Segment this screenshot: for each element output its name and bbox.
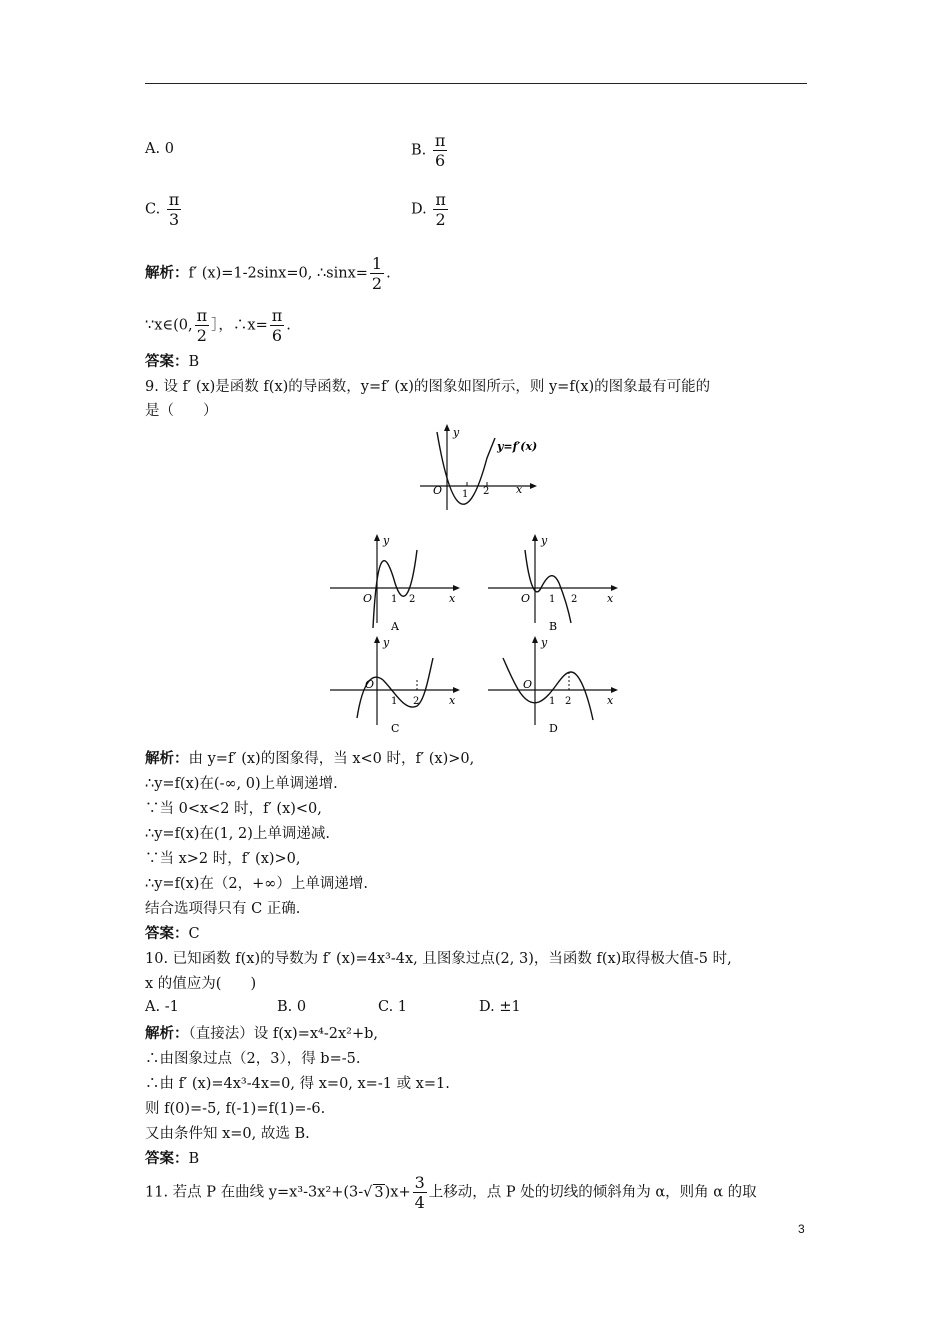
option-graph-d-label: D [549, 722, 558, 735]
header-rule [145, 83, 807, 84]
main-origin: O [433, 484, 443, 497]
q10-solution-3: ∴由 f′ (x)=4x³-4x=0, 得 x=0, x=-1 或 x=1. [145, 1076, 450, 1092]
main-curve-label: y=f′(x) [497, 440, 538, 453]
q9-solution-4: ∴y=f(x)在(1, 2)上单调递减. [145, 826, 331, 842]
main-axis-y: y [453, 426, 460, 439]
q11-stem: 11. 若点 P 在曲线 y=x³-3x²+(3-√ 3)x+ $\frac{3}{4}$ 上移动，点 P 处的切线的倾斜角为 α，则角 α 的取 [145, 1173, 757, 1212]
svg-text:x: x [449, 592, 456, 605]
main-tick-1: 1 [462, 489, 469, 500]
svg-text:2: 2 [571, 594, 578, 605]
page-number: 3 [798, 1222, 805, 1236]
svg-text:1: 1 [549, 594, 556, 605]
derivative-graph [415, 422, 550, 512]
svg-text:1: 1 [391, 696, 398, 707]
option-graph-b [483, 528, 623, 638]
option-graph-d [483, 630, 623, 740]
svg-text:y: y [541, 636, 548, 649]
q9-stem-line2: 是（ ） [145, 403, 218, 419]
svg-text:2: 2 [565, 696, 572, 707]
svg-text:O: O [365, 678, 375, 691]
svg-text:O: O [363, 592, 373, 605]
q9-solution-7: 结合选项得只有 C 正确. [145, 901, 301, 917]
q10-option-d: D. ±1 [479, 999, 521, 1015]
q10-option-b: B. 0 [277, 999, 307, 1015]
option-b: B. $\frac{\pi}{6}$ [411, 131, 446, 170]
option-a: A. 0 [145, 141, 174, 157]
main-tick-2: 2 [483, 486, 490, 497]
svg-text:2: 2 [409, 594, 416, 605]
q10-option-c: C. 1 [378, 999, 408, 1015]
q10-solution-4: 则 f(0)=-5, f(-1)=f(1)=-6. [145, 1101, 326, 1117]
q9-solution-3: ∵当 0<x<2 时，f′ (x)<0, [145, 801, 322, 817]
q10-stem-line2: x 的值应为( ) [145, 976, 257, 992]
svg-text:2: 2 [413, 696, 420, 707]
option-c: C. $\frac{\pi}{3}$ [145, 190, 180, 229]
svg-text:O: O [521, 592, 531, 605]
q10-solution-5: 又由条件知 x=0, 故选 B. [145, 1126, 310, 1142]
q10-option-a: A. -1 [145, 999, 179, 1015]
q9-solution-2: ∴y=f(x)在(-∞, 0)上单调递增. [145, 776, 338, 792]
q9-stem-line1: 9. 设 f′ (x)是函数 f(x)的导函数，y=f′ (x)的图象如图所示，则 y=f(x)的图象最有可能的 [145, 379, 711, 395]
option-graph-a [325, 528, 465, 638]
q9-solution-1: 解析：由 y=f′ (x)的图象得，当 x<0 时，f′ (x)>0, [145, 750, 475, 767]
q8-solution-line1: 解析：f′ (x)=1-2sinx=0, ∴sinx= $\frac{1}{2}$ . [145, 254, 391, 293]
svg-text:1: 1 [549, 696, 556, 707]
q8-answer: 答案：B [145, 353, 200, 370]
svg-text:O: O [523, 678, 533, 691]
svg-text:x: x [607, 592, 614, 605]
q9-solution-5: ∵当 x>2 时，f′ (x)>0, [145, 851, 301, 867]
q8-solution-line2: ∵x∈(0, $\frac{\pi}{2}$ ］，∴x= $\frac{\pi}{6}$ . [145, 306, 291, 345]
q10-answer: 答案：B [145, 1150, 200, 1167]
option-d: D. $\frac{\pi}{2}$ [411, 190, 446, 229]
q10-stem-line1: 10. 已知函数 f(x)的导数为 f′ (x)=4x³-4x, 且图象过点(2, 3)，当函数 f(x)取得极大值-5 时, [145, 951, 732, 967]
q9-answer: 答案：C [145, 925, 200, 942]
option-graph-c-label: C [391, 722, 400, 735]
option-graph-c [325, 630, 465, 740]
q9-solution-6: ∴y=f(x)在（2，+∞）上单调递增. [145, 876, 368, 892]
option-graph-a-label: A [391, 620, 399, 633]
main-axis-x: x [516, 483, 523, 496]
svg-text:1: 1 [391, 594, 398, 605]
svg-text:x: x [607, 694, 614, 707]
q10-solution-1: 解析：（直接法）设 f(x)=x⁴-2x²+b, [145, 1025, 379, 1042]
option-graph-b-label: B [549, 620, 558, 633]
svg-text:y: y [383, 636, 390, 649]
svg-text:y: y [541, 534, 548, 547]
svg-text:x: x [449, 694, 456, 707]
q10-solution-2: ∴由图象过点（2，3），得 b=-5. [145, 1051, 361, 1067]
svg-text:y: y [383, 534, 390, 547]
